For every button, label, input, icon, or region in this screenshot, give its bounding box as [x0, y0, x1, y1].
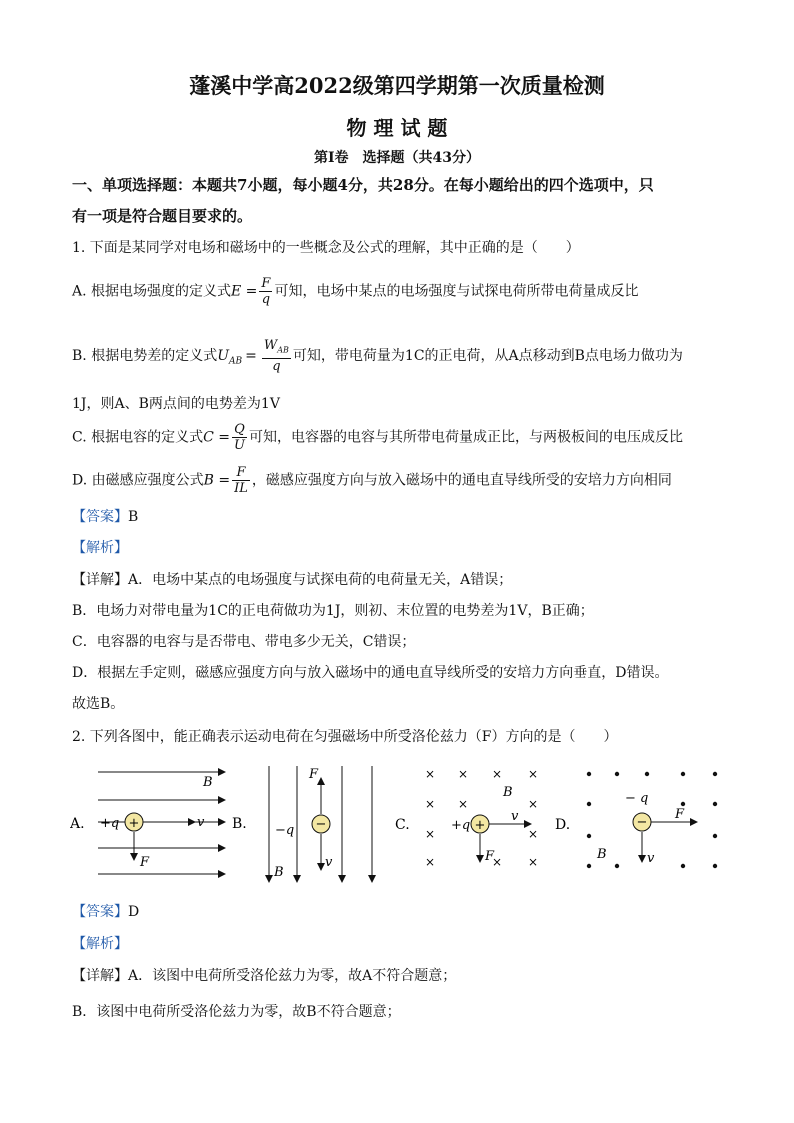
- q1-d-pre: D. 由磁感应强度公式: [72, 472, 204, 489]
- b-field-cross-mark: ×: [527, 767, 539, 781]
- charge-label: − q: [625, 791, 649, 806]
- q1-b-post: 可知，带电荷量为1C的正电荷，从A点移动到B点电场力做功为: [292, 347, 683, 364]
- exam-title: 蓬溪中学高2022级第四学期第一次质量检测: [189, 73, 605, 98]
- b-field-cross-mark: ×: [424, 797, 436, 811]
- q1-conclusion: 故选B。: [72, 696, 125, 712]
- velocity-label: v: [197, 815, 205, 830]
- q1-c-lhs: C =: [203, 429, 231, 446]
- q1-option-d: [72, 465, 672, 496]
- force-label: F: [675, 807, 685, 822]
- b-field-cross-mark: ×: [527, 827, 539, 841]
- q1-detail-d: D．根据左手定则，磁感应强度方向与放入磁场中的通电直导线所受的安培力方向垂直，D错误。: [72, 665, 669, 681]
- b-field-dot-mark: [587, 834, 591, 838]
- option-label: D.: [555, 817, 571, 833]
- field-label: B: [503, 785, 513, 800]
- q1-c-fraction: [232, 422, 247, 453]
- q1-a-pre: A. 根据电场强度的定义式: [72, 283, 232, 300]
- b-field-dot-mark: [587, 802, 591, 806]
- charge-label: +q: [451, 818, 471, 833]
- q1-answer-tag: 【答案】: [72, 509, 128, 525]
- b-field-dot-mark: [681, 802, 685, 806]
- q1-c-post: 可知，电容器的电容与其所带电荷量成正比，与两极板间的电压成反比: [249, 429, 683, 446]
- q1-option-b-cont: 1J，则A、B两点间的电势差为1V: [72, 396, 280, 412]
- velocity-label: v: [647, 851, 655, 866]
- field-label: B: [274, 865, 284, 880]
- force-label: F: [485, 849, 495, 864]
- b-field-cross-mark: ×: [424, 827, 436, 841]
- charge-label: +q: [100, 816, 120, 831]
- velocity-label: v: [325, 855, 333, 870]
- charge-sign: +: [474, 818, 486, 833]
- force-label: F: [140, 855, 150, 870]
- option-label: A.: [70, 816, 85, 832]
- figure-c: [395, 760, 555, 885]
- q2-answer-value: D: [128, 904, 140, 920]
- b-field-dot-mark: [587, 864, 591, 868]
- q2-answer: [72, 902, 139, 922]
- q1-a-den: q: [261, 292, 271, 307]
- q2-detail-a: 【详解】A．该图中电荷所受洛伦兹力为零，故A不符合题意；: [72, 968, 457, 984]
- b-field-dot-mark: [615, 864, 619, 868]
- q1-detail-b: B．电场力对带电量为1C的正电荷做功为1J，则初、末位置的电势差为1V，B正确；: [72, 603, 594, 619]
- section-intro-line2: 有一项是符合题目要求的。: [72, 207, 253, 225]
- b-field-dot-mark: [681, 772, 685, 776]
- q1-detail-c: C．电容器的电容与是否带电、带电多少无关，C错误；: [72, 634, 416, 650]
- q1-answer: [72, 507, 138, 527]
- b-field-cross-mark: ×: [527, 855, 539, 869]
- q1-detail-a: 【详解】A．电场中某点的电场强度与试探电荷的电荷量无关，A错误；: [72, 572, 513, 588]
- charge-sign: −: [315, 817, 327, 832]
- b-field-cross-mark: ×: [491, 855, 503, 869]
- q1-c-num: Q: [232, 422, 247, 438]
- b-field-cross-mark: ×: [527, 797, 539, 811]
- b-field-cross-mark: ×: [491, 767, 503, 781]
- q1-a-post: 可知，电场中某点的电场强度与试探电荷所带电荷量成反比: [274, 283, 639, 300]
- q1-option-c: [72, 422, 683, 453]
- q1-answer-value: B: [128, 509, 139, 525]
- q1-b-eq: =: [245, 347, 257, 364]
- b-field-dot-mark: [713, 772, 717, 776]
- q1-b-fraction: [262, 338, 291, 374]
- q1-b-lhs: U: [217, 347, 230, 364]
- q1-c-den: U: [234, 438, 245, 453]
- option-label: C.: [395, 817, 410, 833]
- field-label: B: [597, 847, 607, 862]
- q1-d-fraction: [232, 465, 250, 496]
- q1-a-fraction: [259, 276, 272, 307]
- q1-a-num: F: [261, 276, 271, 291]
- q1-option-b: [72, 338, 683, 374]
- subject-title: 物 理 试 题: [346, 116, 448, 140]
- q1-b-den: q: [272, 358, 281, 374]
- b-field-cross-mark: ×: [457, 767, 469, 781]
- charge-sign: +: [128, 816, 140, 831]
- b-field-dot-mark: [713, 802, 717, 806]
- b-field-dot-mark: [713, 864, 717, 868]
- section-heading: 第I卷 选择题（共43分）: [313, 150, 481, 166]
- velocity-label: v: [511, 809, 519, 824]
- force-label: F: [309, 767, 319, 782]
- q1-analysis-tag: 【解析】: [72, 540, 128, 556]
- b-field-dot-mark: [615, 772, 619, 776]
- b-field-cross-mark: ×: [424, 767, 436, 781]
- q1-option-a: [72, 276, 638, 307]
- figure-a: [70, 760, 235, 885]
- q1-b-num-sub: AB: [277, 345, 289, 355]
- charge-label: −q: [275, 823, 295, 838]
- b-field-dot-mark: [713, 834, 717, 838]
- q1-d-num: F: [232, 465, 250, 481]
- q1-d-den: IL: [234, 481, 248, 496]
- q2-analysis-tag: 【解析】: [72, 936, 128, 952]
- q1-a-lhs: E =: [231, 283, 258, 300]
- b-field-dot-mark: [681, 864, 685, 868]
- b-field-cross-mark: ×: [457, 797, 469, 811]
- q2-detail-b: B．该图中电荷所受洛伦兹力为零，故B不符合题意；: [72, 1004, 401, 1020]
- q1-stem: 1. 下面是某同学对电场和磁场中的一些概念及公式的理解，其中正确的是（ ）: [72, 240, 580, 256]
- q1-b-sub: AB: [229, 356, 243, 367]
- q2-answer-tag: 【答案】: [72, 904, 128, 920]
- charge-sign: −: [636, 815, 648, 830]
- q1-d-lhs: B =: [203, 472, 231, 489]
- q1-d-post: ，磁感应强度方向与放入磁场中的通电直导线所受的安培力方向相同: [251, 472, 672, 489]
- q2-stem: 2. 下列各图中，能正确表示运动电荷在匀强磁场中所受洛伦兹力（F）方向的是（ ）: [72, 729, 618, 745]
- figure-d: [555, 760, 725, 885]
- b-field-dot-mark: [645, 772, 649, 776]
- b-field-dot-mark: [587, 772, 591, 776]
- q1-c-pre: C. 根据电容的定义式: [72, 429, 204, 446]
- field-label: B: [203, 775, 213, 790]
- section-intro-line1: 一、单项选择题：本题共7小题，每小题4分，共28分。在每小题给出的四个选项中，只: [72, 176, 654, 194]
- b-field-cross-mark: ×: [424, 855, 436, 869]
- figure-b: [232, 760, 382, 890]
- option-label: B.: [232, 816, 247, 832]
- q1-b-num: W: [263, 338, 278, 353]
- q1-b-pre: B. 根据电势差的定义式: [72, 347, 218, 364]
